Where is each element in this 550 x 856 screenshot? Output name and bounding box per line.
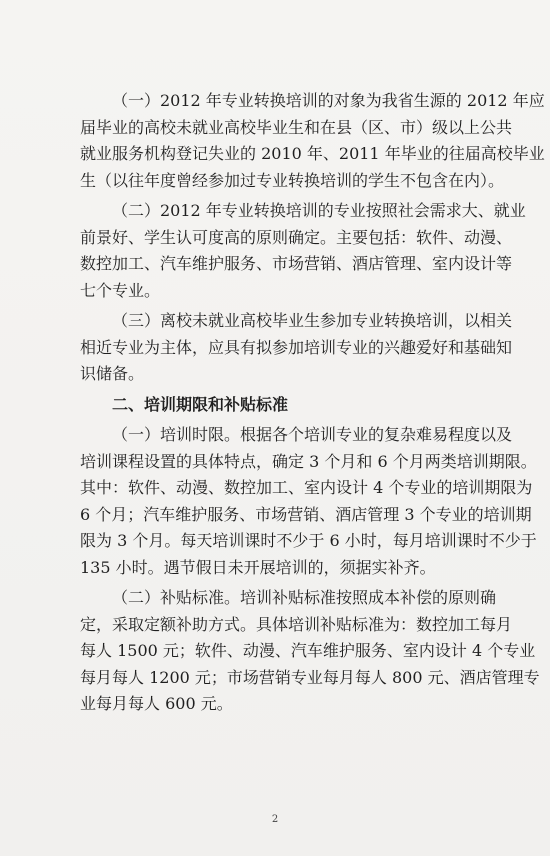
paragraph-3 bbox=[80, 308, 513, 388]
text-line: （三）离校未就业高校毕业生参加专业转换培训，以相关 bbox=[112, 311, 513, 330]
text-line: 培训课程设置的具体特点，确定 3 个月和 6 个月两类培训期限。 bbox=[80, 451, 537, 471]
text-line: 6 个月；汽车维护服务、市场营销、酒店管理 3 个专业的培训期 bbox=[80, 504, 532, 524]
text-line: 届毕业的高校未就业高校毕业生和在县（区、市）级以上公共 bbox=[80, 117, 513, 137]
text-line: 限为 3 个月。每天培训课时不少于 6 小时，每月培训课时不少于 bbox=[80, 531, 537, 550]
heading-text: 二、培训期限和补贴标准 bbox=[112, 394, 289, 414]
page-number: 2 bbox=[271, 814, 279, 825]
text-line: 定，采取定额补助方式。具体培训补贴标准为：数控加工每月 bbox=[80, 614, 513, 634]
text-line: 生（以往年度曾经参加过专业转换培训的学生不包含在内）。 bbox=[80, 170, 505, 190]
paragraph-4 bbox=[80, 422, 537, 581]
text-line: 业每月每人 600 元。 bbox=[80, 694, 233, 713]
paragraph-2 bbox=[80, 198, 526, 304]
paragraph-1 bbox=[80, 88, 545, 194]
text-line: 前景好、学生认可度高的原则确定。主要包括：软件、动漫、 bbox=[80, 227, 513, 247]
paragraph-5 bbox=[80, 585, 540, 718]
text-line: （一）培训时限。根据各个培训专业的复杂难易程度以及 bbox=[112, 425, 513, 444]
text-line: 相近专业为主体，应具有拟参加培训专业的兴趣爱好和基础知 bbox=[80, 337, 513, 357]
text-line: 135 小时。遇节假日未开展培训的，须据实补齐。 bbox=[80, 557, 436, 577]
document-body bbox=[80, 88, 545, 718]
text-line: 识储备。 bbox=[80, 364, 145, 383]
text-line: 七个专业。 bbox=[80, 280, 161, 300]
text-line: （二）补贴标准。培训补贴标准按照成本补偿的原则确 bbox=[112, 588, 497, 607]
text-line: 其中：软件、动漫、数控加工、室内设计 4 个专业的培训期限为 bbox=[80, 478, 533, 497]
text-line: 每人 1500 元；软件、动漫、汽车维护服务、室内设计 4 个专业 bbox=[80, 641, 536, 660]
text-line: 数控加工、汽车维护服务、市场营销、酒店管理、室内设计等 bbox=[80, 254, 513, 273]
text-line: （一）2012 年专业转换培训的对象为我省生源的 2012 年应 bbox=[112, 91, 545, 110]
section-heading bbox=[80, 392, 506, 419]
text-line: 就业服务机构登记失业的 2010 年、2011 年毕业的往届高校毕业 bbox=[80, 144, 545, 163]
text-line: （二）2012 年专业转换培训的专业按照社会需求大、就业 bbox=[112, 201, 526, 220]
text-line: 每月每人 1200 元；市场营销专业每月每人 800 元、酒店管理专 bbox=[80, 667, 540, 687]
